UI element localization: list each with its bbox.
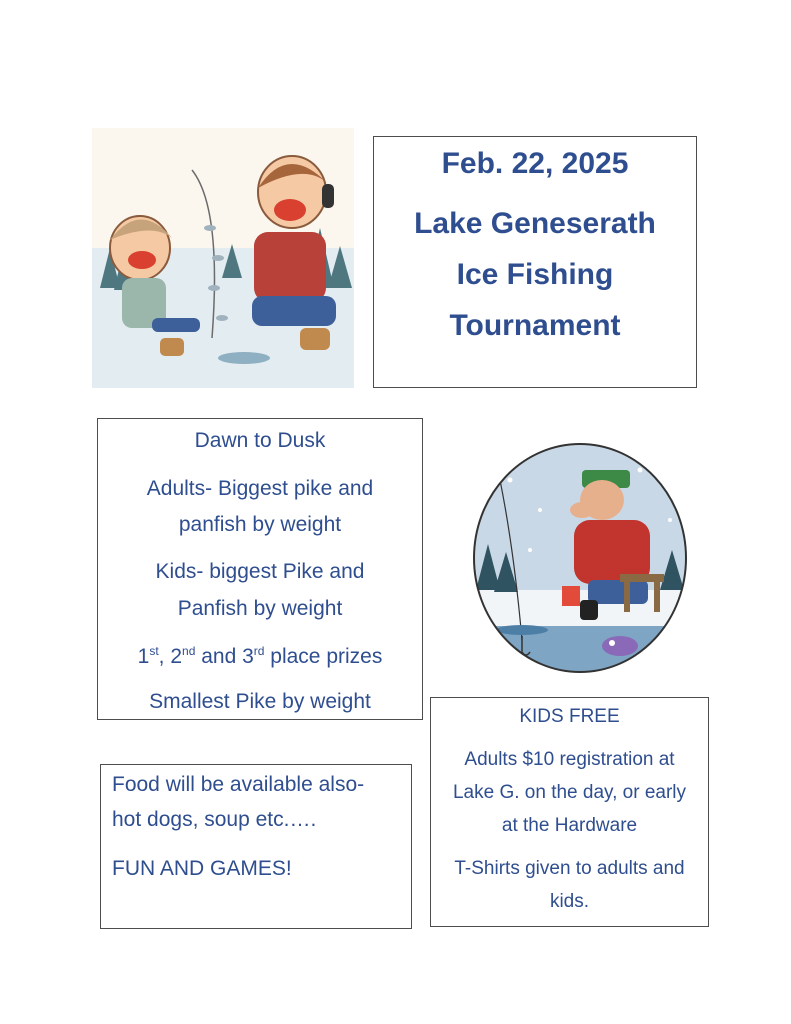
smallest-pike-text: Smallest Pike by weight <box>149 690 371 713</box>
event-title-line3: Tournament <box>449 309 621 342</box>
hours-text: Dawn to Dusk <box>194 429 326 452</box>
prize-rest: place prizes <box>264 645 383 668</box>
kids-category-line1: Kids- biggest Pike and <box>155 560 365 583</box>
adult-fee-line2: Lake G. on the day, or early <box>452 782 687 803</box>
event-title-line1: Lake Geneserath <box>414 207 656 240</box>
man-fishing-illustration <box>470 440 690 676</box>
details-box <box>97 418 423 720</box>
food-box <box>100 764 412 929</box>
prizes-text <box>98 644 422 669</box>
food-line1: Food will be available also- <box>112 773 365 796</box>
kids-fishing-illustration <box>92 128 354 388</box>
adult-fee-line3: at the Hardware <box>501 815 638 836</box>
prize-first: 1 <box>137 645 150 668</box>
registration-box <box>430 697 709 927</box>
kids-category-line2: Panfish by weight <box>177 597 343 620</box>
tshirt-line1: T-Shirts given to adults and <box>454 858 685 879</box>
big-kid-figure <box>252 156 336 350</box>
fun-and-games-text: FUN AND GAMES! <box>112 857 292 880</box>
kids-free-text: KIDS FREE <box>519 706 620 727</box>
prize-third: and 3 <box>195 645 254 668</box>
event-title-line2: Ice Fishing <box>456 258 614 291</box>
tshirt-line2: kids. <box>549 891 590 912</box>
fish-underwater-icon <box>602 636 638 656</box>
food-line2: hot dogs, soup etc.…. <box>112 808 317 831</box>
adults-category-line2: panfish by weight <box>178 513 342 536</box>
adult-fee-line1: Adults $10 registration at <box>464 749 675 770</box>
prize-second: , 2 <box>158 645 183 668</box>
title-box <box>373 136 697 388</box>
prize-first-sup: st <box>149 644 159 658</box>
prize-second-sup: nd <box>182 644 196 658</box>
event-date: Feb. 22, 2025 <box>441 147 629 180</box>
adults-category-line1: Adults- Biggest pike and <box>146 477 374 500</box>
prize-third-sup: rd <box>253 644 265 658</box>
